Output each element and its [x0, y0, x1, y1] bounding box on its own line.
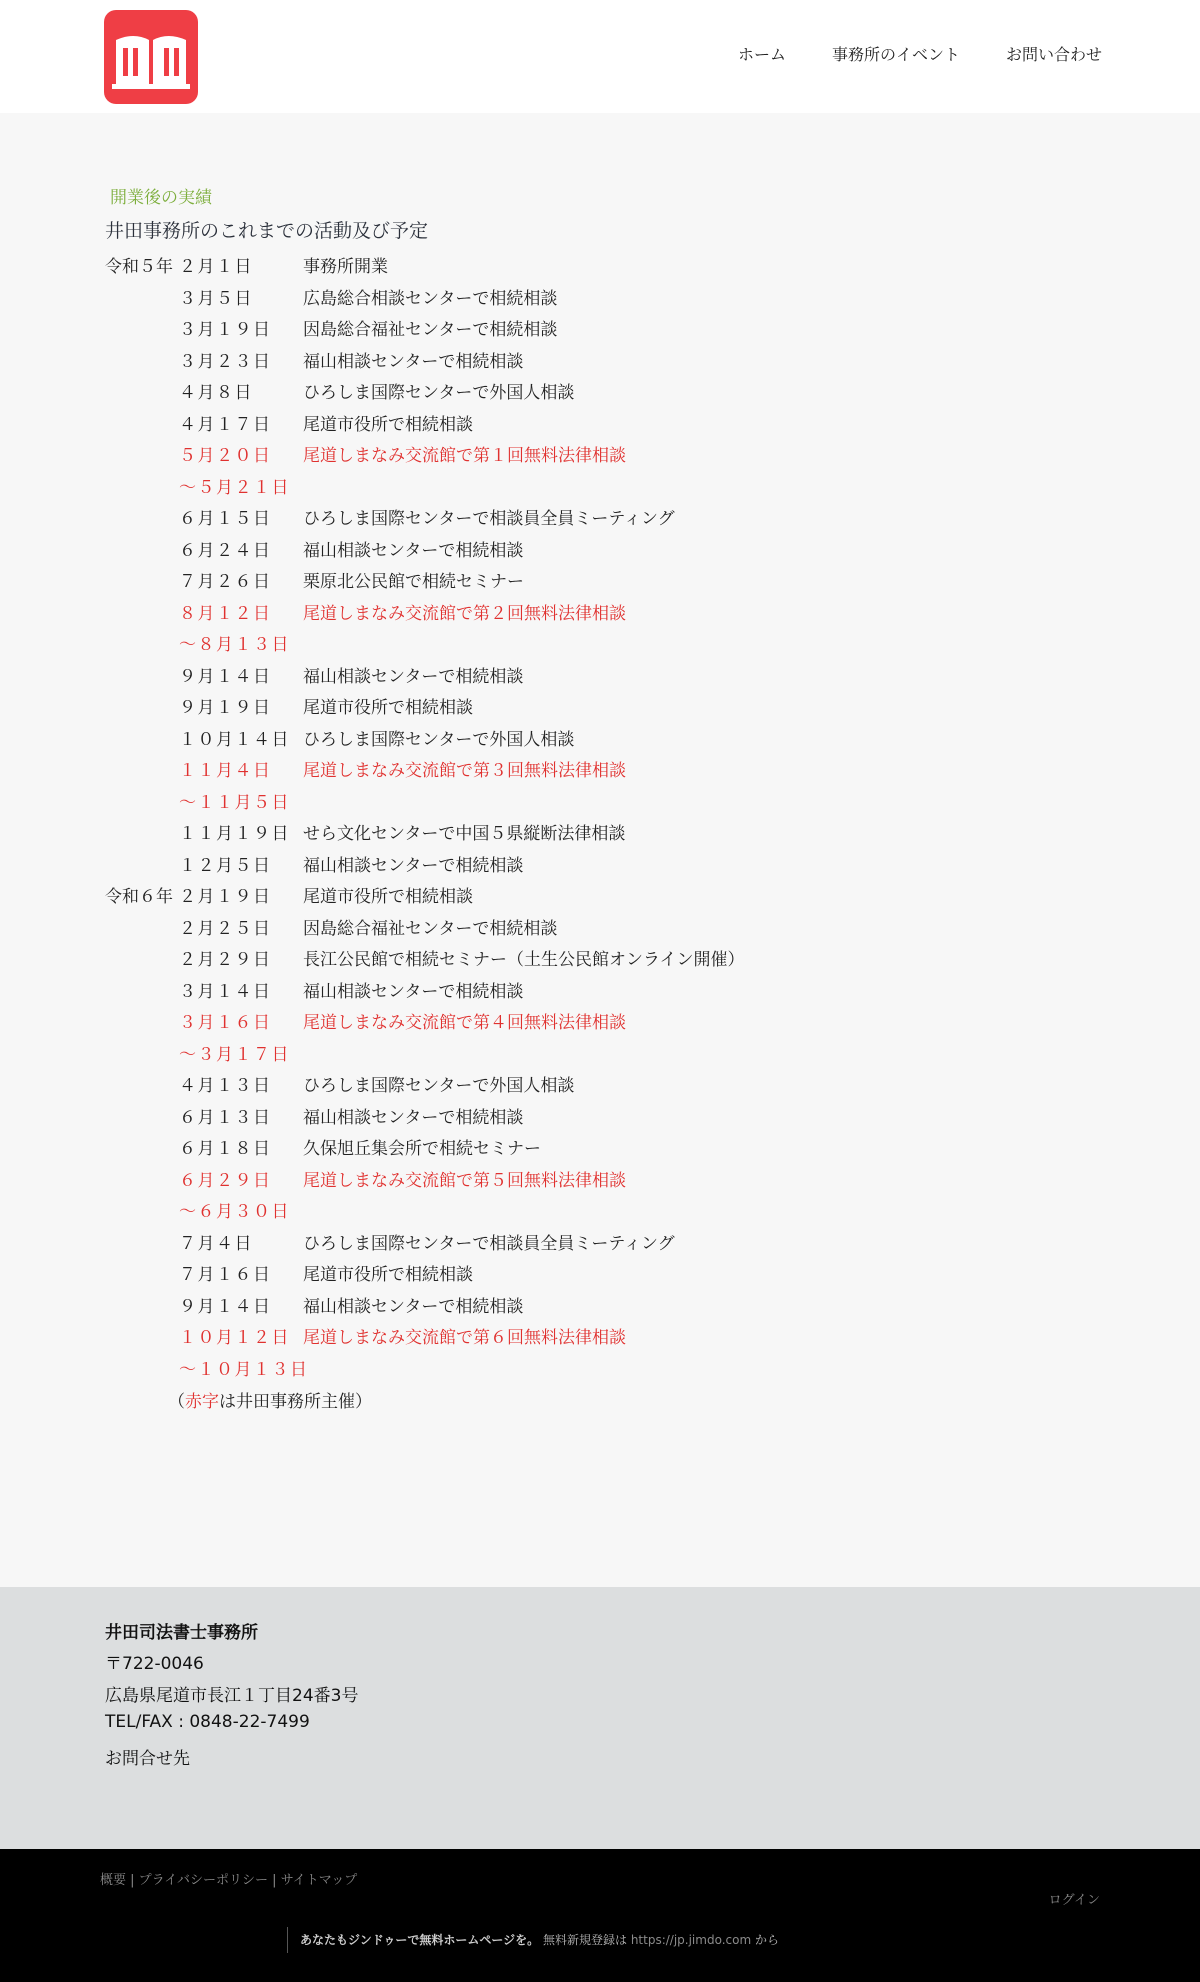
timeline-row [105, 756, 1005, 788]
timeline-row [105, 725, 1005, 757]
timeline-row [105, 1166, 1005, 1198]
timeline-row [105, 1071, 1005, 1103]
timeline-row [105, 1355, 1005, 1387]
timeline-row [105, 630, 1005, 662]
row-era [105, 1292, 179, 1324]
promo-suffix: から [751, 1933, 779, 1947]
timeline-row [105, 1323, 1005, 1355]
row-era [105, 756, 179, 788]
row-date: ３月１９日 [179, 320, 272, 340]
timeline-row [105, 662, 1005, 694]
row-date: ～３月１７日 [179, 1044, 290, 1065]
row-era [105, 819, 179, 851]
row-era [105, 1103, 179, 1135]
row-event: 尾道しまなみ交流館で第１回無料法律相談 [303, 446, 626, 466]
login-link[interactable]: ログイン [1048, 1893, 1100, 1908]
promo-text: 無料新規登録は [539, 1933, 631, 1947]
row-event: 尾道市役所で相続相談 [303, 698, 473, 718]
row-event: 尾道市役所で相続相談 [303, 1265, 473, 1285]
row-era [105, 284, 179, 316]
row-era [105, 1323, 179, 1355]
footer-link-separator: | [268, 1873, 281, 1888]
row-era [105, 410, 179, 442]
row-date: ～８月１３日 [179, 635, 290, 655]
timeline-row [105, 1103, 1005, 1135]
timeline-row [105, 536, 1005, 568]
row-date: １０月１４日 [179, 729, 290, 750]
page-title: 井田事務所のこれまでの活動及び予定 [105, 220, 429, 242]
timeline-row [105, 1260, 1005, 1292]
contact-link[interactable]: お問合せ先 [105, 1749, 190, 1769]
timeline-row [105, 788, 1005, 820]
row-date: ７月４日 [179, 1233, 253, 1254]
row-event: ひろしま国際センターで相談員全員ミーティング [303, 509, 675, 529]
row-era [105, 1166, 179, 1198]
row-event: 栗原北公民館で相続セミナー [303, 572, 524, 592]
footer-link-separator: | [126, 1873, 139, 1888]
timeline-row [105, 410, 1005, 442]
timeline-row [105, 819, 1005, 851]
row-event: 尾道市役所で相続相談 [303, 414, 473, 435]
row-era [105, 567, 179, 599]
timeline-row [105, 882, 1005, 914]
row-event: ひろしま国際センターで外国人相談 [303, 383, 575, 403]
row-era [105, 977, 179, 1009]
row-date: １２月５日 [179, 855, 272, 876]
nav-events[interactable]: 事務所のイベント [831, 45, 960, 64]
timeline-row [105, 1229, 1005, 1261]
row-event: 福山相談センターで相続相談 [303, 1296, 524, 1317]
row-era [105, 1260, 179, 1292]
timeline-row [105, 567, 1005, 599]
row-era [105, 1229, 179, 1261]
timeline-row [105, 693, 1005, 725]
row-era [105, 725, 179, 757]
row-date: ３月１４日 [179, 981, 272, 1002]
row-date: ～１１月５日 [179, 792, 290, 813]
timeline-row [105, 252, 1005, 284]
nav-home[interactable]: ホーム [737, 45, 786, 64]
timeline-row [105, 315, 1005, 347]
footer-link-about[interactable]: 概要 [100, 1873, 127, 1888]
address: 広島県尾道市長江１丁目24番3号 [105, 1686, 359, 1706]
timeline-row [105, 851, 1005, 883]
row-event: 尾道しまなみ交流館で第４回無料法律相談 [303, 1013, 626, 1033]
row-era [105, 1040, 179, 1072]
row-date: ４月８日 [179, 383, 253, 403]
row-event: 久保旭丘集会所で相続セミナー [303, 1139, 541, 1159]
nav-contact[interactable]: お問い合わせ [1005, 45, 1102, 64]
row-era [105, 1355, 179, 1387]
row-event: 福山相談センターで相続相談 [303, 981, 524, 1002]
row-era [105, 504, 179, 536]
row-era [105, 315, 179, 347]
row-date: ３月２３日 [179, 351, 272, 372]
row-event: 福山相談センターで相続相談 [303, 1107, 524, 1128]
footer-link-sitemap[interactable]: サイトマップ [280, 1873, 358, 1888]
row-date: ７月１６日 [179, 1265, 272, 1285]
row-date: ９月１４日 [179, 666, 272, 687]
row-date: ４月１３日 [179, 1076, 272, 1096]
row-era [105, 1197, 179, 1229]
row-era [105, 1008, 179, 1040]
timeline-row [105, 441, 1005, 473]
row-event: 因島総合福祉センターで相続相談 [303, 320, 558, 340]
footer-link-privacy[interactable]: プライバシーポリシー [138, 1873, 269, 1888]
row-era [105, 441, 179, 473]
row-date: ９月１９日 [179, 698, 272, 718]
footer-info [0, 1587, 1200, 1849]
timeline-row [105, 1197, 1005, 1229]
row-era [105, 473, 179, 505]
row-event: 事務所開業 [303, 257, 388, 277]
row-date: ３月５日 [179, 288, 253, 309]
row-date: ６月１８日 [179, 1139, 272, 1159]
row-era [105, 599, 179, 631]
row-event: 福山相談センターで相続相談 [303, 855, 524, 876]
row-era [105, 1071, 179, 1103]
row-era [105, 1134, 179, 1166]
timeline-row [105, 1008, 1005, 1040]
main-content [0, 113, 1200, 1587]
row-event: 福山相談センターで相続相談 [303, 351, 524, 372]
timeline-row [105, 1292, 1005, 1324]
promo-bold: あなたもジンドゥーで無料ホームページを。 [300, 1933, 540, 1947]
row-date: ６月２９日 [179, 1170, 272, 1191]
row-event: 尾道しまなみ交流館で第５回無料法律相談 [303, 1170, 626, 1191]
row-date: ９月１４日 [179, 1296, 272, 1317]
row-event: ひろしま国際センターで外国人相談 [303, 729, 575, 750]
row-era [105, 536, 179, 568]
row-era: 令和６年 [105, 887, 173, 907]
timeline-row [105, 1134, 1005, 1166]
row-date: ８月１２日 [179, 603, 272, 624]
row-event: 長江公民館で相続セミナー（土生公民館オンライン開催） [303, 950, 745, 970]
timeline-row [105, 977, 1005, 1009]
row-event: 尾道市役所で相続相談 [303, 887, 473, 907]
row-event: 尾道しまなみ交流館で第６回無料法律相談 [303, 1328, 626, 1348]
timeline-row [105, 599, 1005, 631]
row-date: ７月２６日 [179, 572, 272, 592]
note-red-text: 赤字 [185, 1392, 219, 1412]
row-date: ～１０月１３日 [179, 1359, 309, 1380]
row-event: せら文化センターで中国５県縦断法律相談 [303, 824, 626, 844]
row-era [105, 693, 179, 725]
legend-note [168, 1387, 372, 1412]
row-event: 福山相談センターで相続相談 [303, 666, 524, 687]
open-book-icon [104, 10, 198, 104]
row-event: 尾道しまなみ交流館で第３回無料法律相談 [303, 761, 626, 781]
row-date: ～６月３０日 [179, 1202, 290, 1222]
footer-bar [0, 1849, 1200, 1982]
row-era [105, 945, 179, 977]
row-era [105, 347, 179, 379]
timeline-row [105, 347, 1005, 379]
row-date: ４月１７日 [179, 414, 272, 435]
row-date: ～５月２１日 [179, 477, 290, 498]
row-date: ６月２４日 [179, 540, 272, 561]
row-event: 尾道しまなみ交流館で第２回無料法律相談 [303, 603, 626, 624]
footer-links [100, 1869, 357, 1888]
row-event: 因島総合福祉センターで相続相談 [303, 918, 558, 939]
activity-timeline [105, 252, 1005, 1386]
site-logo[interactable] [104, 10, 198, 104]
row-date: １０月１２日 [179, 1328, 290, 1348]
site-header [0, 0, 1200, 113]
row-era [105, 914, 179, 946]
timeline-row [105, 504, 1005, 536]
row-era [105, 788, 179, 820]
row-date: ６月１５日 [179, 509, 272, 529]
row-date: ６月１３日 [179, 1107, 272, 1128]
row-date: １１月４日 [179, 761, 272, 781]
tel-fax: TEL/FAX : 0848-22-7499 [105, 1712, 310, 1732]
timeline-row [105, 473, 1005, 505]
row-event: 福山相談センターで相続相談 [303, 540, 524, 561]
row-date: ５月２０日 [179, 446, 272, 466]
row-era [105, 851, 179, 883]
row-date: ３月１６日 [179, 1013, 272, 1033]
promo-link[interactable]: https://jp.jimdo.com [630, 1933, 752, 1947]
row-date: ２月２５日 [179, 918, 272, 939]
timeline-row [105, 1040, 1005, 1072]
main-nav [738, 42, 1102, 65]
row-era [105, 662, 179, 694]
row-era [105, 378, 179, 410]
postal-code: 〒722-0046 [105, 1654, 204, 1674]
row-era: 令和５年 [105, 257, 173, 277]
timeline-row [105, 945, 1005, 977]
row-date: ２月１日 [179, 257, 253, 277]
note-open: （ [168, 1392, 185, 1412]
timeline-row [105, 378, 1005, 410]
row-event: ひろしま国際センターで相談員全員ミーティング [303, 1233, 675, 1254]
jimdo-promo [287, 1927, 779, 1953]
row-event: ひろしま国際センターで外国人相談 [303, 1076, 575, 1096]
timeline-row [105, 914, 1005, 946]
office-name: 井田司法書士事務所 [105, 1623, 258, 1643]
timeline-row [105, 284, 1005, 316]
row-date: ２月２９日 [179, 950, 272, 970]
row-date: ２月１９日 [179, 887, 272, 907]
row-date: １１月１９日 [179, 824, 290, 844]
note-rest: は井田事務所主催） [219, 1392, 372, 1412]
row-event: 広島総合相談センターで相続相談 [303, 288, 558, 309]
row-era [105, 630, 179, 662]
section-subtitle: 開業後の実績 [110, 188, 212, 208]
